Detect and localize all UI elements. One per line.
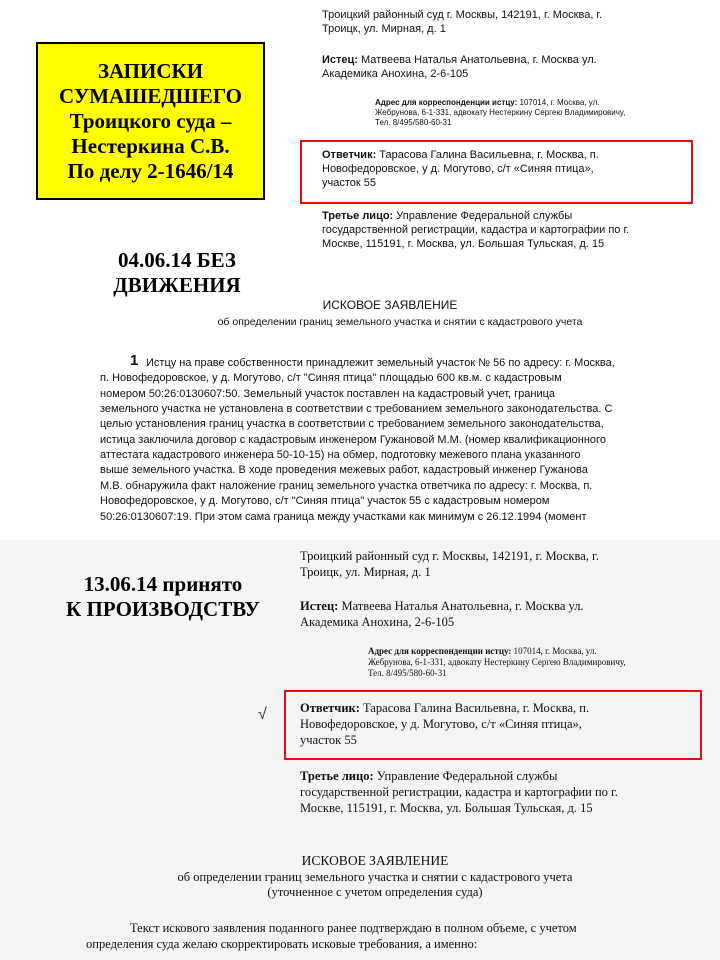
body-line: аттестата кадастрового инженера 50-10-15) на обмер, подготовку межевого плана указанного (100, 449, 581, 461)
top-defendant: Ответчик: Тарасова Галина Васильевна, г. Москва, п. Новофедоровское, у д. Могутово, с/т «Синяя птица», участок 55 (322, 149, 599, 189)
body-line: истица заключила договор с кадастровым инженером Гужановой М.М. (номер квалификационного (100, 434, 606, 446)
top-plaintiff: Истец: Матвеева Наталья Анатольевна, г. Москва ул. Академика Анохина, 2-6-105 (322, 54, 597, 80)
top-third-party: Третье лицо: Управление Федеральной службы государственной регистрации, кадастра и картографии по г. Москве, 115191, г. Москва, ул. Большая Тульская, д. 15 (322, 210, 630, 250)
bottom-correspondence-address: Адрес для корреспонденции истцу: 107014, г. Москва, ул. Жебрунова, 6-1-331, адвокату Нестеркину Сергею Владимировичу, Тел. 8/495/580-60-31 (368, 646, 626, 678)
body-line: земельного участка не установлена в соответствии с требованием земельного законодательства. С (100, 403, 613, 415)
top-correspondence-address: Адрес для корреспонденции истцу: 107014, г. Москва, ул. Жебрунова, 6-1-331, адвокату Нестеркину Сергею Владимировичу, Тел. 8/495/580-60-31 (375, 98, 626, 127)
stage-2-label: 13.06.14 принято К ПРОИЗВОДСТВУ (66, 572, 260, 621)
caption-line: Троицкого суда – (69, 108, 232, 133)
bottom-document-title: ИСКОВОЕ ЗАЯВЛЕНИЕ (301, 853, 449, 868)
bottom-third-party: Третье лицо: Управление Федеральной службы государственной регистрации, кадастра и картографии по г. Москве, 115191, г. Москва, ул. Большая Тульская, д. 15 (300, 769, 618, 815)
body-line: выше земельного участка. В ходе проведения межевых работ, кадастровый инженер Гужанова (100, 464, 588, 476)
body-line: п. Новофедоровское, у д. Могутово, с/т "Синяя птица" площадью 600 кв.м. с кадастровым (100, 372, 562, 384)
body-line: Новофедоровское, у д. Могутово, с/т "Синяя птица" участок 55 с кадастровым номером (100, 495, 550, 507)
paragraph-number: 1 (130, 352, 139, 369)
body-line: Текст искового заявления поданного ранее подтверждаю в полном объеме, с учетом (130, 921, 577, 935)
handwritten-check-mark: √ (258, 706, 267, 723)
body-line: номером 50:26:0130607:50. Земельный участок поставлен на кадастровый учет, граница (100, 388, 556, 400)
body-line: М.В. обнаружила факт наложение границ земельного участка ответчика по адресу: г. Москва, п. (100, 480, 593, 492)
bottom-court-address: Троицкий районный суд г. Москвы, 142191, г. Москва, г. Троицк, ул. Мирная, д. 1 (300, 549, 599, 579)
bottom-document-subtitle: об определении границ земельного участка и снятии с кадастрового учета (уточненное с учетом определения суда) (177, 870, 573, 899)
top-document-title: ИСКОВОЕ ЗАЯВЛЕНИЕ (322, 298, 458, 312)
body-line: Истцу на праве собственности принадлежит земельный участок № 56 по адресу: г. Москва, (146, 357, 615, 369)
body-line: определения суда желаю скорректировать исковые требования, а именно: (86, 937, 478, 951)
top-document-subtitle: об определении границ земельного участка и снятии с кадастрового учета (217, 316, 583, 328)
stage-1-label: 04.06.14 БЕЗ ДВИЖЕНИЯ (113, 248, 241, 297)
caption-box (36, 42, 265, 200)
caption-line: Нестеркина С.В. (71, 133, 230, 158)
bottom-plaintiff: Истец: Матвеева Наталья Анатольевна, г. Москва ул. Академика Анохина, 2-6-105 (300, 599, 584, 629)
caption-line: ЗАПИСКИ (97, 58, 204, 83)
caption-line: По делу 2-1646/14 (67, 158, 234, 183)
top-court-address: Троицкий районный суд г. Москвы, 142191, г. Москва, г. Троицк, ул. Мирная, д. 1 (322, 9, 603, 35)
body-line: целью установления границ участка в соответствии с требованием земельного законодательства, (100, 418, 604, 430)
bottom-defendant: Ответчик: Тарасова Галина Васильевна, г. Москва, п. Новофедоровское, у д. Могутово, с/т «Синяя птица», участок 55 (300, 701, 590, 747)
body-line: 50:26:0130607:19. При этом сама граница между участками как минимум с 26.12.1994 (момент (100, 511, 587, 523)
caption-line: СУМАШЕДШЕГО (58, 83, 243, 108)
